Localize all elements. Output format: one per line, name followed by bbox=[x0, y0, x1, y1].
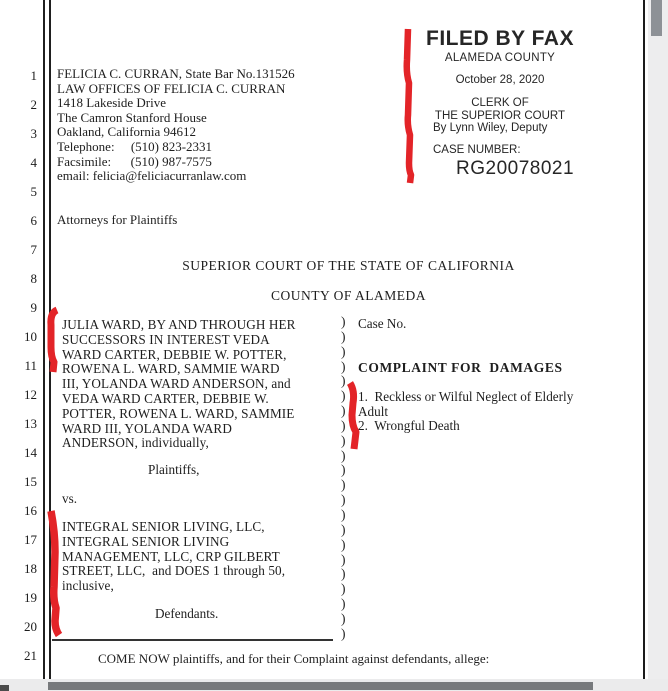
vertical-scrollbar-track[interactable] bbox=[648, 0, 668, 691]
page-right-border bbox=[643, 0, 645, 679]
filed-by-fax-stamp bbox=[424, 27, 576, 180]
case-no-label: Case No. bbox=[358, 316, 407, 331]
caption-paren: ) bbox=[341, 506, 346, 522]
caption-paren-column bbox=[341, 315, 346, 642]
attorney-info-block bbox=[57, 67, 295, 184]
caption-paren: ) bbox=[341, 536, 346, 552]
horizontal-scrollbar-thumb[interactable] bbox=[48, 682, 593, 690]
stamp-filing-date: October 28, 2020 bbox=[455, 74, 545, 86]
caption-paren: ) bbox=[341, 492, 346, 508]
caption-bottom-rule bbox=[52, 639, 333, 641]
line-number: 6 bbox=[30, 213, 37, 228]
court-county: COUNTY OF ALAMEDA bbox=[270, 288, 426, 303]
complaint-title: COMPLAINT FOR DAMAGES bbox=[358, 360, 563, 375]
attorney-info-line: LAW OFFICES OF FELICIA C. CURRAN bbox=[57, 80, 286, 96]
stamp-case-number-label: CASE NUMBER: bbox=[433, 143, 521, 156]
plaintiff-caption-line: III, YOLANDA WARD ANDERSON, and bbox=[62, 376, 291, 392]
line-number: 18 bbox=[24, 561, 37, 576]
plaintiff-caption-line: JULIA WARD, BY AND THROUGH HER bbox=[62, 317, 296, 332]
line-number: 9 bbox=[30, 300, 37, 315]
cause-of-action-line: Adult bbox=[358, 403, 389, 419]
caption-paren: ) bbox=[341, 432, 346, 448]
caption-defendants-block bbox=[62, 520, 285, 594]
line-number: 11 bbox=[24, 358, 37, 373]
caption-plaintiffs-block bbox=[62, 318, 296, 451]
line-number: 20 bbox=[24, 619, 37, 634]
attorney-info-line: Oakland, California 94612 bbox=[57, 124, 196, 140]
defendants-label: Defendants. bbox=[155, 606, 219, 621]
line-number: 5 bbox=[30, 184, 37, 199]
line-number: 3 bbox=[30, 126, 37, 141]
line-number: 19 bbox=[24, 590, 37, 605]
court-title: SUPERIOR COURT OF THE STATE OF CALIFORNIA bbox=[182, 258, 515, 273]
stamp-clerk-line1: CLERK OF bbox=[471, 97, 529, 109]
line-number: 16 bbox=[24, 503, 37, 518]
red-pen-mark-stamp bbox=[398, 25, 420, 187]
caption-paren: ) bbox=[341, 625, 346, 641]
pleading-left-double-rule bbox=[43, 0, 51, 679]
plaintiff-caption-line: SUCCESSORS IN INTEREST VEDA bbox=[62, 331, 270, 347]
caption-paren: ) bbox=[341, 343, 346, 359]
caption-paren: ) bbox=[341, 581, 346, 597]
line-number: 2 bbox=[30, 97, 37, 112]
attorney-info-line: The Camron Stanford House bbox=[57, 109, 207, 125]
attorney-info-line: FELICIA C. CURRAN, State Bar No.131526 bbox=[57, 66, 295, 81]
complaint-opening-paragraph: COME NOW plaintiffs, and for their Complaint against defendants, allege: bbox=[98, 651, 490, 666]
defendant-caption-line: MANAGEMENT, LLC, CRP GILBERT bbox=[62, 548, 280, 564]
line-number: 12 bbox=[24, 387, 37, 402]
defendant-caption-line: STREET, LLC, and DOES 1 through 50, bbox=[62, 563, 286, 579]
stamp-deputy-line: By Lynn Wiley, Deputy bbox=[433, 122, 548, 134]
plaintiff-caption-line: POTTER, ROWENA L. WARD, SAMMIE bbox=[62, 405, 295, 421]
attorney-info-line: email: felicia@feliciacurranlaw.com bbox=[57, 168, 247, 184]
line-number: 14 bbox=[24, 445, 37, 460]
plaintiff-caption-line: ROWENA L. WARD, SAMMIE WARD bbox=[62, 361, 280, 377]
caption-paren: ) bbox=[341, 566, 346, 582]
line-number: 7 bbox=[30, 242, 37, 257]
caption-paren: ) bbox=[341, 521, 346, 537]
caption-paren: ) bbox=[341, 610, 346, 626]
caption-paren: ) bbox=[341, 314, 346, 329]
defendant-caption-line: INTEGRAL SENIOR LIVING, LLC, bbox=[62, 519, 265, 534]
plaintiff-caption-line: VEDA WARD CARTER, DEBBIE W. bbox=[62, 390, 269, 406]
attorney-info-line: 1418 Lakeside Drive bbox=[57, 95, 167, 111]
attorney-info-line: Telephone: (510) 823-2331 bbox=[57, 138, 213, 154]
stamp-case-number: RG20078021 bbox=[456, 157, 575, 179]
plaintiff-caption-line: WARD III, YOLANDA WARD bbox=[62, 420, 232, 436]
plaintiff-caption-line: WARD CARTER, DEBBIE W. POTTER, bbox=[62, 346, 287, 362]
caption-paren: ) bbox=[341, 596, 346, 612]
defendant-caption-line: INTEGRAL SENIOR LIVING bbox=[62, 533, 230, 549]
plaintiffs-label: Plaintiffs, bbox=[148, 462, 200, 477]
caption-paren: ) bbox=[341, 462, 346, 478]
line-number: 17 bbox=[24, 532, 37, 547]
caption-paren: ) bbox=[341, 403, 346, 419]
pleading-line-numbers bbox=[0, 61, 37, 691]
caption-paren: ) bbox=[341, 328, 346, 344]
caption-paren: ) bbox=[341, 477, 346, 493]
plaintiff-caption-line: ANDERSON, individually, bbox=[62, 435, 209, 451]
versus-label: vs. bbox=[62, 491, 78, 506]
causes-of-action-list bbox=[358, 390, 613, 434]
vertical-scrollbar-thumb[interactable] bbox=[651, 0, 662, 36]
caption-paren: ) bbox=[341, 447, 346, 463]
line-number: 10 bbox=[24, 329, 37, 344]
scrollbar-corner bbox=[0, 685, 9, 691]
cause-of-action-line: 1. Reckless or Wilful Neglect of Elderly bbox=[358, 389, 574, 404]
line-number: 1 bbox=[30, 68, 37, 83]
line-number: 4 bbox=[30, 155, 37, 170]
line-number: 8 bbox=[30, 271, 37, 286]
caption-paren: ) bbox=[341, 551, 346, 567]
caption-paren: ) bbox=[341, 358, 346, 374]
cause-of-action-line: 2. Wrongful Death bbox=[358, 418, 460, 433]
stamp-clerk-line2: THE SUPERIOR COURT bbox=[434, 109, 566, 122]
attorneys-for-label: Attorneys for Plaintiffs bbox=[57, 212, 178, 227]
caption-paren: ) bbox=[341, 388, 346, 404]
caption-paren: ) bbox=[341, 417, 346, 433]
attorney-info-line: Facsimile: (510) 987-7575 bbox=[57, 153, 212, 169]
line-number: 21 bbox=[24, 648, 37, 663]
line-number: 15 bbox=[24, 474, 37, 489]
stamp-county: ALAMEDA COUNTY bbox=[444, 52, 556, 64]
line-number: 13 bbox=[24, 416, 37, 431]
stamp-title: FILED BY FAX bbox=[426, 27, 574, 50]
caption-paren: ) bbox=[341, 373, 346, 389]
defendant-caption-line: inclusive, bbox=[62, 578, 114, 594]
